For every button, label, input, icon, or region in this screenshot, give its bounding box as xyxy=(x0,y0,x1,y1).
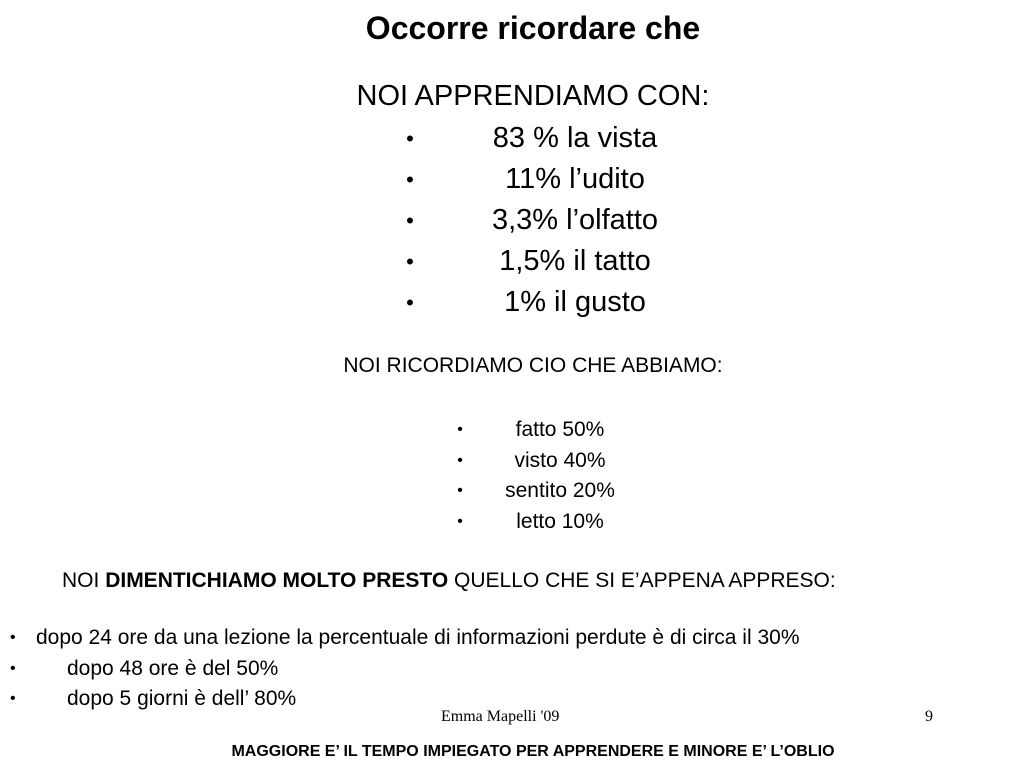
bullet-icon: • xyxy=(406,289,414,315)
footer-author: Emma Mapelli '09 xyxy=(441,708,560,725)
forget-heading-emphasis: DIMENTICHIAMO MOLTO PRESTO xyxy=(105,569,449,592)
list-item-text: dopo 5 giorni è dell’ 80% xyxy=(67,687,297,711)
forget-heading-suffix: QUELLO CHE SI E’APPENA APPRESO: xyxy=(454,569,836,592)
remember-heading: NOI RICORDIAMO CIO CHE ABBIAMO: xyxy=(343,354,723,377)
remember-list xyxy=(440,415,640,537)
forget-heading-prefix: NOI xyxy=(62,569,100,592)
page-number: 9 xyxy=(925,708,933,725)
bullet-icon: • xyxy=(457,512,463,530)
list-item-text: dopo 48 ore è del 50% xyxy=(67,656,279,680)
list-item-text: letto 10% xyxy=(516,509,604,533)
bullet-icon: • xyxy=(10,690,16,708)
forget-heading xyxy=(62,568,836,594)
list-item-text: fatto 50% xyxy=(515,418,605,442)
list-item-text: 11% l’udito xyxy=(505,163,645,195)
list-item-text: sentito 20% xyxy=(505,479,615,503)
list-item xyxy=(380,282,710,323)
list-item xyxy=(10,684,800,715)
list-item xyxy=(380,118,710,159)
bullet-icon: • xyxy=(457,421,463,439)
list-item-text: 83 % la vista xyxy=(492,122,658,154)
bullet-icon: • xyxy=(457,482,463,500)
list-item xyxy=(10,623,800,654)
list-item-text: visto 40% xyxy=(514,448,606,472)
learn-list xyxy=(380,118,710,323)
bullet-icon: • xyxy=(406,125,414,151)
list-item-text: 3,3% l’olfatto xyxy=(491,204,659,236)
list-item xyxy=(380,241,710,282)
list-item xyxy=(440,476,640,507)
conclusion-text: MAGGIORE E’ IL TEMPO IMPIEGATO PER APPRENDERE E MINORE E’ L’OBLIO xyxy=(231,743,835,760)
list-item xyxy=(440,507,640,538)
list-item-text: dopo 24 ore da una lezione la percentuale di informazioni perdute è di circa il 30% xyxy=(36,626,800,650)
forget-list xyxy=(10,623,800,715)
list-item xyxy=(380,159,710,200)
list-item xyxy=(440,415,640,446)
bullet-icon: • xyxy=(406,207,414,233)
slide-title: Occorre ricordare che xyxy=(365,10,701,46)
list-item xyxy=(380,200,710,241)
bullet-icon: • xyxy=(10,659,16,677)
bullet-icon: • xyxy=(406,248,414,274)
bullet-icon: • xyxy=(457,451,463,469)
list-item-text: 1,5% il tatto xyxy=(499,245,651,277)
bullet-icon: • xyxy=(10,629,16,647)
bullet-icon: • xyxy=(406,166,414,192)
list-item xyxy=(10,654,800,685)
list-item xyxy=(440,446,640,477)
list-item-text: 1% il gusto xyxy=(504,286,646,318)
learn-heading: NOI APPRENDIAMO CON: xyxy=(356,80,710,112)
